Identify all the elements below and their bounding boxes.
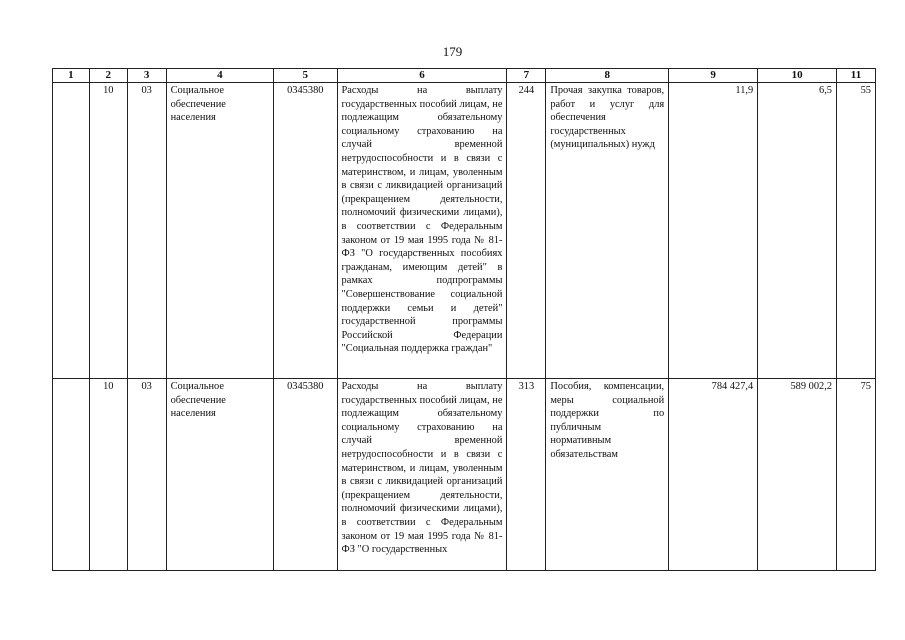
cell-expense-name: Пособия, компенсации, меры социальной поддержки по публичным нормативным обязательствам (546, 379, 669, 571)
cell-amount-10: 6,5 (758, 83, 837, 379)
column-header-9: 9 (669, 69, 758, 83)
column-header-11: 11 (837, 69, 876, 83)
cell-description: Расходы на выплату государственных пособий лицам, не подлежащим обязательному социальному страхованию на случай временной нетрудоспособности и в связи с материнством, и лицам, уволенным в связи с ликвидацией организаций (прекращением деятельности, полномочий физическими лицами), в соответствии с Федеральным законом от 19 мая 1995 года № 81-ФЗ "О государственных пособиях гражданам, имеющим детей" в рамках подпрограммы "Совершенствование социальной поддержки семьи и детей" государственной программы Российской Федерации "Социальная поддержка граждан" (337, 83, 507, 379)
column-header-10: 10 (758, 69, 837, 83)
cell-col1 (53, 379, 90, 571)
cell-amount-9: 784 427,4 (669, 379, 758, 571)
table-row (53, 83, 876, 379)
column-header-5: 5 (274, 69, 337, 83)
column-header-3: 3 (127, 69, 166, 83)
column-header-4: 4 (166, 69, 273, 83)
cell-percent: 75 (837, 379, 876, 571)
cell-subsection: 03 (127, 83, 166, 379)
cell-description: Расходы на выплату государственных пособий лицам, не подлежащим обязательному социальному страхованию на случай временной нетрудоспособности и в связи с материнством, и лицам, уволенным в связи с ликвидацией организаций (прекращением деятельности, полномочий физическими лицами), в соответствии с Федеральным законом от 19 мая 1995 года № 81-ФЗ "О государственных (337, 379, 507, 571)
column-header-7: 7 (507, 69, 546, 83)
cell-section: 10 (89, 379, 127, 571)
cell-section: 10 (89, 83, 127, 379)
cell-percent: 55 (837, 83, 876, 379)
budget-table (52, 68, 876, 571)
cell-expense-type: 313 (507, 379, 546, 571)
cell-target-code: 0345380 (274, 83, 337, 379)
header-row (53, 69, 876, 83)
column-header-8: 8 (546, 69, 669, 83)
cell-expense-type: 244 (507, 83, 546, 379)
table-row (53, 379, 876, 571)
cell-target-code: 0345380 (274, 379, 337, 571)
column-header-2: 2 (89, 69, 127, 83)
cell-amount-9: 11,9 (669, 83, 758, 379)
cell-col1 (53, 83, 90, 379)
cell-section-name: Социальное обеспечение населения (166, 379, 273, 571)
cell-section-name: Социальное обеспечение населения (166, 83, 273, 379)
column-header-1: 1 (53, 69, 90, 83)
column-header-6: 6 (337, 69, 507, 83)
page-number: 179 (442, 44, 463, 59)
cell-expense-name: Прочая закупка товаров, работ и услуг для обеспечения государственных (муниципальных) нужд (546, 83, 669, 379)
cell-subsection: 03 (127, 379, 166, 571)
cell-amount-10: 589 002,2 (758, 379, 837, 571)
